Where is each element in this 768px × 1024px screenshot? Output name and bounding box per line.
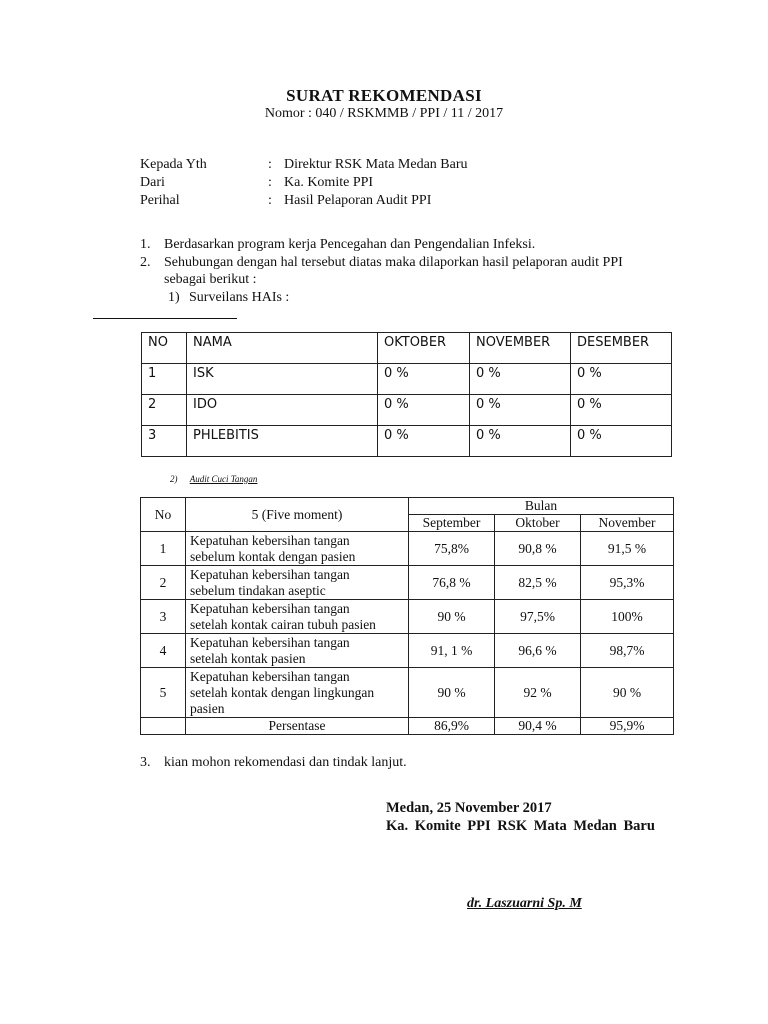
address-value: Hasil Pelaporan Audit PPI: [284, 193, 432, 208]
moment-line: setelah kontak pasien: [190, 650, 306, 666]
address-separator: :: [268, 175, 272, 190]
table-cell: 100%: [581, 600, 674, 634]
address-row-recipient: [140, 156, 468, 174]
moment-line: setelah kontak cairan tubuh pasien: [190, 616, 376, 632]
moment-line: sebelum tindakan aseptic: [190, 582, 326, 598]
signature-place-date: Medan, 25 November 2017: [386, 800, 552, 816]
table-cell: 0 %: [378, 426, 470, 457]
table-cell: [141, 718, 186, 735]
table-cell: 0 %: [470, 364, 571, 395]
moment-line: Kepatuhan kebersihan tangan: [190, 634, 350, 650]
document-title: SURAT REKOMENDASI: [286, 86, 482, 105]
table-cell: IDO: [187, 395, 378, 426]
address-value: Direktur RSK Mata Medan Baru: [284, 157, 468, 172]
header-cell-month-group: Bulan: [409, 498, 674, 515]
table-cell: 0 %: [378, 364, 470, 395]
point-text-line1: Sehubungan dengan hal tersebut diatas maka dilaporkan hasil pelaporan audit PPI: [164, 255, 623, 270]
point-number: 1.: [140, 237, 151, 252]
document-number: Nomor : 040 / RSKMMB / PPI / 11 / 2017: [264, 106, 504, 121]
table-cell: 0 %: [571, 426, 672, 457]
total-cell: 95,9%: [581, 718, 674, 735]
table-cell: 1: [141, 532, 186, 566]
address-label: Dari: [140, 175, 165, 190]
table-cell: [186, 532, 409, 566]
table-cell: 91,5 %: [581, 532, 674, 566]
table-header-row: [141, 498, 674, 515]
table-cell: 76,8 %: [409, 566, 495, 600]
signature-position: Ka. Komite PPI RSK Mata Medan Baru: [386, 818, 655, 834]
subpoint-text: Audit Cuci Tangan: [189, 474, 258, 484]
moment-line: setelah kontak dengan lingkungan: [190, 684, 375, 700]
address-label: Kepada Yth: [140, 157, 207, 172]
point-3: [140, 755, 407, 771]
moment-line: sebelum kontak dengan pasien: [190, 548, 356, 564]
table-cell: 3: [141, 600, 186, 634]
table-cell: [186, 634, 409, 668]
moment-line: Kepatuhan kebersihan tangan: [190, 668, 350, 684]
table-row: [141, 532, 674, 566]
point-number: 2.: [140, 255, 151, 270]
table-cell: 0 %: [470, 395, 571, 426]
hais-table: [141, 332, 672, 457]
header-cell-month: November: [581, 515, 674, 532]
table-cell: PHLEBITIS: [187, 426, 378, 457]
header-cell-month: September: [409, 515, 495, 532]
table-cell: 2: [141, 566, 186, 600]
total-cell: 86,9%: [409, 718, 495, 735]
point-text-line2: sebagai berikut :: [164, 272, 257, 287]
table-row: [141, 600, 674, 634]
table-cell: 95,3%: [581, 566, 674, 600]
table-cell: 98,7%: [581, 634, 674, 668]
table-row: [141, 566, 674, 600]
table-cell: 96,6 %: [495, 634, 581, 668]
address-value: Ka. Komite PPI: [284, 175, 374, 190]
table-cell: 0 %: [378, 395, 470, 426]
total-label: Persentase: [186, 718, 409, 735]
table-cell: 97,5%: [495, 600, 581, 634]
moment-line: Kepatuhan kebersihan tangan: [190, 600, 350, 616]
table-row: [142, 364, 672, 395]
address-separator: :: [268, 157, 272, 172]
table-cell: 92 %: [495, 668, 581, 718]
header-cell: NAMA: [187, 333, 378, 364]
table-cell: 2: [142, 395, 187, 426]
table-row: [141, 634, 674, 668]
subpoint-number: 2): [170, 474, 178, 484]
table-cell: 1: [142, 364, 187, 395]
point-text: kian mohon rekomendasi dan tindak lanjut.: [164, 755, 407, 770]
table-cell: [186, 566, 409, 600]
table-cell: 4: [141, 634, 186, 668]
table-cell: 82,5 %: [495, 566, 581, 600]
table-cell: 3: [142, 426, 187, 457]
subpoint-number: 1): [168, 290, 180, 305]
address-label: Perihal: [140, 193, 180, 208]
table-cell: 90 %: [581, 668, 674, 718]
moment-line: Kepatuhan kebersihan tangan: [190, 566, 350, 582]
point-text: Berdasarkan program kerja Pencegahan dan Pengendalian Infeksi.: [164, 237, 536, 252]
header-cell: OKTOBER: [378, 333, 470, 364]
table-cell: 0 %: [571, 364, 672, 395]
total-cell: 90,4 %: [495, 718, 581, 735]
moment-line: Kepatuhan kebersihan tangan: [190, 532, 350, 548]
signature-name: dr. Laszuarni Sp. M: [467, 896, 582, 911]
hand-hygiene-table: [140, 497, 674, 735]
table-total-row: [141, 718, 674, 735]
table-cell: 91, 1 %: [409, 634, 495, 668]
table-row: [142, 395, 672, 426]
table-cell: 90 %: [409, 668, 495, 718]
table-cell: 0 %: [571, 395, 672, 426]
address-separator: :: [268, 193, 272, 208]
subpoint-2: [170, 474, 257, 484]
header-cell: NO: [142, 333, 187, 364]
address-row-subject: [140, 192, 468, 210]
table-cell: ISK: [187, 364, 378, 395]
table-cell: [186, 600, 409, 634]
header-cell-moment: 5 (Five moment): [186, 498, 409, 532]
table-cell: 0 %: [470, 426, 571, 457]
address-block: [140, 156, 468, 210]
header-cell-month: Oktober: [495, 515, 581, 532]
table-row: [142, 426, 672, 457]
table-row: [141, 668, 674, 718]
subpoint-text: Surveilans HAIs :: [189, 290, 290, 305]
divider-line: [93, 318, 237, 319]
moment-line: pasien: [190, 700, 225, 716]
table-header-row: [142, 333, 672, 364]
table-cell: 5: [141, 668, 186, 718]
table-cell: 90,8 %: [495, 532, 581, 566]
header-cell: NOVEMBER: [470, 333, 571, 364]
table-cell: 90 %: [409, 600, 495, 634]
header-cell: DESEMBER: [571, 333, 672, 364]
table-cell: [186, 668, 409, 718]
header-cell-no: No: [141, 498, 186, 532]
table-cell: 75,8%: [409, 532, 495, 566]
point-number: 3.: [140, 755, 151, 770]
address-row-sender: [140, 174, 468, 192]
